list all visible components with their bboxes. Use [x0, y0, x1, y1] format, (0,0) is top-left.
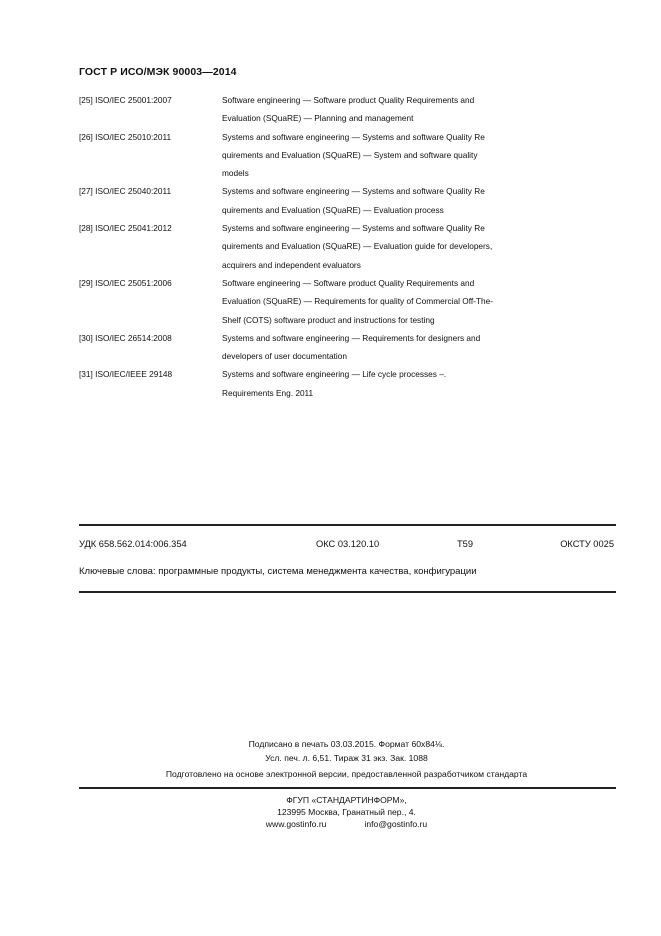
reference-title-line: Software engineering — Software product Quality Requirements and	[222, 277, 475, 288]
reference-title	[222, 182, 559, 219]
print-info: Усл. печ. л. 6,51. Тираж 31 экз. Зак. 1088	[265, 753, 428, 763]
udk-code: УДК 658.562.014:006.354	[79, 539, 187, 549]
reference-title-line: Systems and software engineering — Systems and software Quality Re	[222, 186, 485, 197]
keywords-line: Ключевые слова: программные продукты, система менеджмента качества, конфигурации	[79, 566, 477, 577]
oks-code: ОКС 03.120.10	[316, 539, 380, 549]
reference-title	[222, 365, 559, 402]
divider-bottom	[79, 787, 616, 789]
bibliography-entry	[79, 329, 559, 366]
reference-title	[222, 274, 559, 329]
reference-id: [27] ISO/IEC 25040:2011	[79, 186, 172, 197]
reference-title-line: acquirers and independent evaluators	[222, 259, 361, 270]
email-link[interactable]: info@gostinfo.ru	[364, 819, 428, 829]
reference-title-line: Software engineering — Software product Quality Requirements and	[222, 95, 475, 105]
reference-id: [26] ISO/IEC 25010:2011	[79, 131, 172, 142]
reference-id: [30] ISO/IEC 26514:2008	[79, 332, 172, 343]
bibliography-entry	[79, 365, 559, 402]
reference-title-line: Systems and software engineering — Systems and software Quality Re	[222, 131, 485, 142]
t-code: Т59	[457, 539, 474, 549]
reference-title-line: developers of user documentation	[222, 351, 347, 362]
divider-top	[79, 524, 616, 526]
reference-title-line: Shelf (COTS) software product and instructions for testing	[222, 314, 435, 325]
reference-title-line: Evaluation (SQuaRE) — Planning and management	[222, 113, 414, 124]
classification-row	[79, 539, 614, 553]
divider-middle	[79, 591, 616, 593]
reference-title-line: Requirements Eng. 2011	[222, 387, 314, 398]
reference-id: [31] ISO/IEC/IEEE 29148	[79, 369, 173, 380]
publisher-contacts	[79, 818, 614, 831]
reference-title-line: Systems and software engineering — Systems and software Quality Re	[222, 223, 485, 234]
bibliography-entry	[79, 219, 559, 274]
prepared-note: Подготовлено на основе электронной версии, предоставленной разработчиком стандарта	[165, 769, 528, 779]
signed-info: Подписано в печать 03.03.2015. Формат 60х84⅛.	[248, 739, 445, 749]
page-header-title: ГОСТ Р ИСО/МЭК 90003—2014	[79, 66, 237, 78]
reference-title	[222, 128, 559, 183]
bibliography-list	[79, 91, 559, 402]
reference-title	[222, 219, 559, 274]
reference-title-line: Systems and software engineering — Life cycle processes –.	[222, 369, 447, 380]
publisher-address: 123995 Москва, Гранатный пер., 4.	[277, 807, 416, 817]
reference-title-line: Systems and software engineering — Requirements for designers and	[222, 332, 481, 343]
bibliography-entry	[79, 91, 559, 128]
reference-title-line: quirements and Evaluation (SQuaRE) — Evaluation process	[222, 204, 444, 215]
reference-title	[222, 91, 559, 128]
reference-title	[222, 329, 559, 366]
reference-id: [28] ISO/IEC 25041:2012	[79, 223, 172, 234]
bibliography-entry	[79, 128, 559, 183]
reference-title-line: Evaluation (SQuaRE) — Requirements for quality of Commercial Off-The-	[222, 296, 493, 307]
website-link[interactable]: www.gostinfo.ru	[265, 819, 327, 829]
reference-title-line: models	[222, 168, 249, 179]
publisher-name: ФГУП «СТАНДАРТИНФОРМ»,	[286, 795, 407, 805]
reference-title-line: quirements and Evaluation (SQuaRE) — System and software quality	[222, 149, 478, 160]
reference-id: [25] ISO/IEC 25001:2007	[79, 95, 172, 105]
bibliography-entry	[79, 274, 559, 329]
reference-id: [29] ISO/IEC 25051:2006	[79, 277, 172, 288]
reference-title-line: quirements and Evaluation (SQuaRE) — Evaluation guide for developers,	[222, 241, 493, 252]
okstu-code: ОКСТУ 0025	[560, 539, 614, 549]
bibliography-entry	[79, 182, 559, 219]
